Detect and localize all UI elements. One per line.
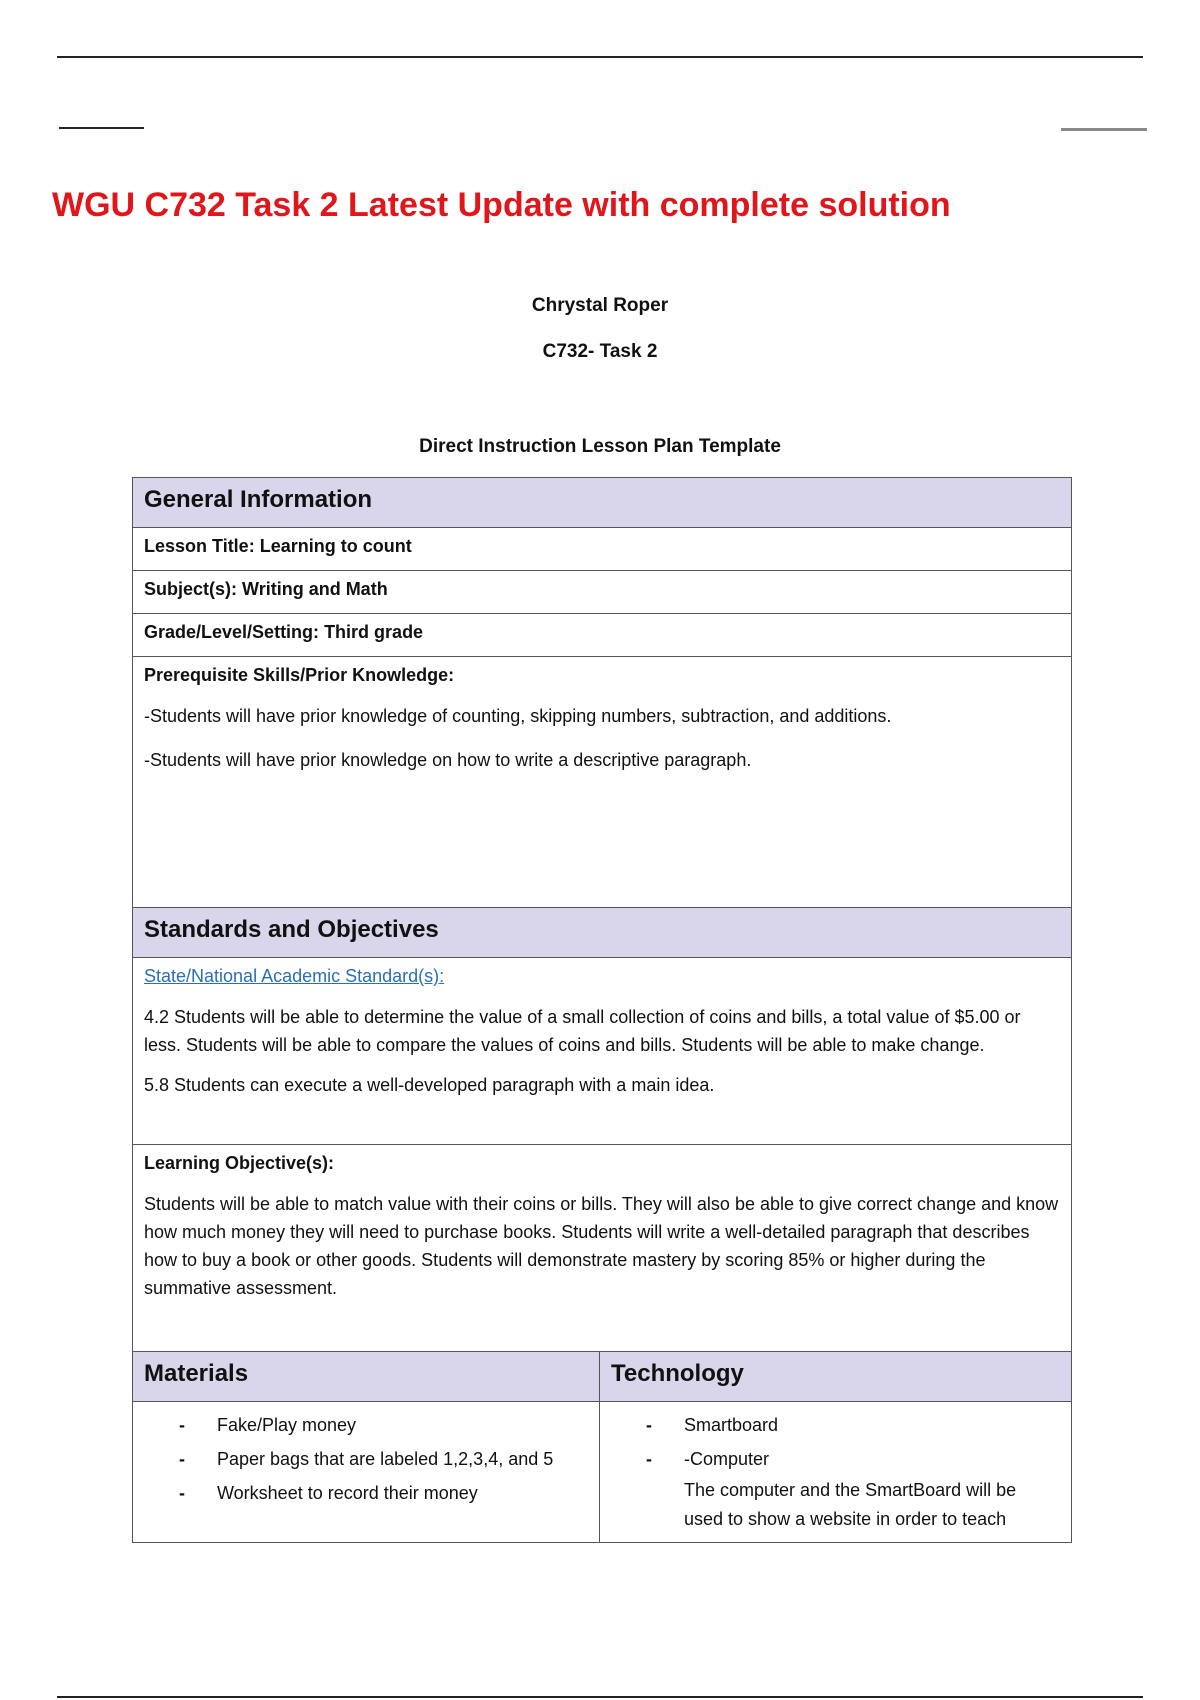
prerequisite-item: -Students will have prior knowledge of counting, skipping numbers, subtraction, and additions. bbox=[144, 706, 892, 726]
header-mark-left bbox=[59, 127, 144, 129]
course-code: C732- Task 2 bbox=[542, 341, 658, 362]
material-item: - Worksheet to record their money bbox=[179, 1476, 588, 1510]
subjects-label: Subject(s): bbox=[144, 579, 238, 599]
technology-note: The computer and the SmartBoard will be used to show a website in order to teach bbox=[684, 1480, 1017, 1529]
objectives-row bbox=[133, 1145, 1072, 1352]
prerequisite-label: Prerequisite Skills/Prior Knowledge: bbox=[144, 665, 455, 685]
technology-list bbox=[611, 1408, 1060, 1476]
prerequisite-row bbox=[133, 657, 1072, 908]
objectives-text: Students will be able to match value with their coins or bills. They will also be able to give correct change and know how much money they will need to purchase books. Students will write a well-detailed paragraph that describes how to buy a book or other goods. Students will demonstrate mastery by scoring 85% or higher during the summative assessment. bbox=[144, 1194, 1059, 1298]
author-name: Chrystal Roper bbox=[531, 295, 669, 316]
material-item: - Paper bags that are labeled 1,2,3,4, and 5 bbox=[179, 1442, 588, 1476]
grade-label: Grade/Level/Setting: bbox=[144, 622, 320, 642]
standard-5-8: 5.8 Students can execute a well-developed paragraph with a main idea. bbox=[144, 1075, 715, 1095]
standards-row bbox=[133, 958, 1072, 1145]
lesson-title-value: Learning to count bbox=[259, 536, 412, 556]
subjects-row bbox=[133, 571, 1072, 614]
technology-cell bbox=[600, 1402, 1072, 1543]
grade-row bbox=[133, 614, 1072, 657]
header-mark-right bbox=[1061, 128, 1147, 131]
lesson-plan-table bbox=[132, 477, 1072, 1543]
lesson-title-row bbox=[133, 528, 1072, 571]
general-information-header bbox=[133, 478, 1072, 528]
subjects-value: Writing and Math bbox=[242, 579, 388, 599]
standards-header bbox=[133, 908, 1072, 958]
standard-4-2: 4.2 Students will be able to determine the value of a small collection of coins and bills, a total value of $5.00 or less. Students will be able to compare the values of coins and bills. Students will be able to make change. bbox=[144, 1007, 1021, 1055]
materials-technology-header bbox=[133, 1352, 1072, 1402]
lesson-title-label: Lesson Title: bbox=[144, 536, 255, 556]
materials-technology-row bbox=[133, 1402, 1072, 1543]
standards-heading: Standards and Objectives bbox=[133, 908, 1072, 958]
general-information-heading: General Information bbox=[133, 478, 1072, 528]
top-rule bbox=[57, 56, 1143, 58]
materials-heading: Materials bbox=[133, 1352, 600, 1402]
materials-list bbox=[144, 1408, 588, 1510]
document-title: WGU C732 Task 2 Latest Update with complete solution bbox=[52, 186, 951, 224]
objectives-label: Learning Objective(s): bbox=[144, 1153, 335, 1173]
grade-value: Third grade bbox=[324, 622, 424, 642]
template-title: Direct Instruction Lesson Plan Template bbox=[419, 436, 781, 457]
standards-link[interactable]: State/National Academic Standard(s): bbox=[144, 966, 445, 986]
materials-cell bbox=[133, 1402, 600, 1543]
material-item: - Fake/Play money bbox=[179, 1408, 588, 1442]
prerequisite-item: -Students will have prior knowledge on how to write a descriptive paragraph. bbox=[144, 750, 752, 770]
technology-heading: Technology bbox=[600, 1352, 1072, 1402]
technology-item: - -Computer bbox=[646, 1442, 1060, 1476]
bottom-rule bbox=[57, 1696, 1143, 1698]
technology-item: - Smartboard bbox=[646, 1408, 1060, 1442]
